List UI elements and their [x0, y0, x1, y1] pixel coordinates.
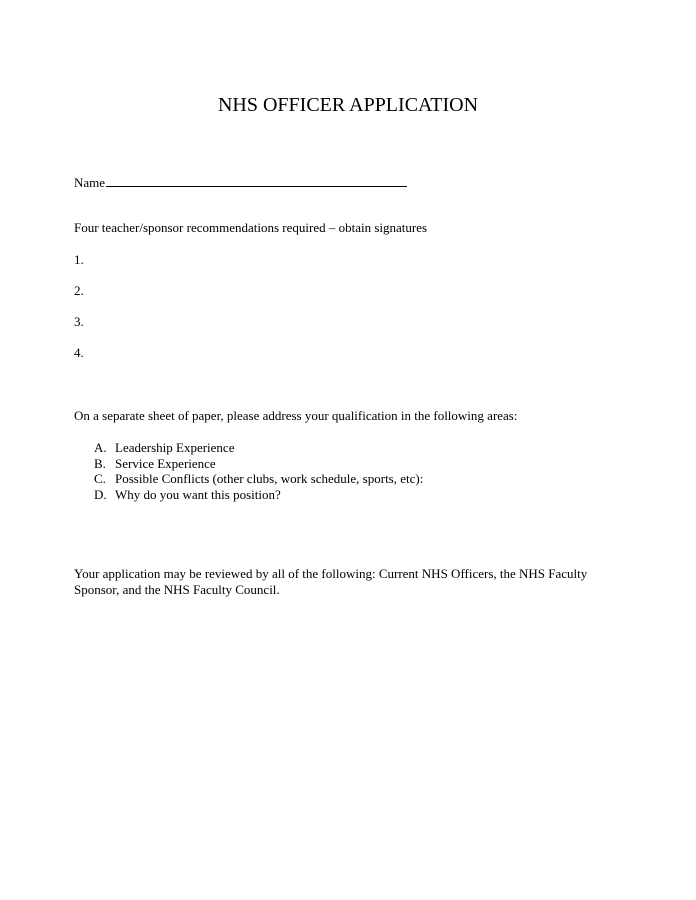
recommendation-number-2: 2.	[74, 283, 84, 298]
page-title: NHS OFFICER APPLICATION	[217, 94, 479, 116]
list-item	[94, 456, 423, 472]
recommendation-number-3: 3.	[74, 314, 84, 329]
list-item-text: Possible Conflicts (other clubs, work schedule, sports, etc):	[115, 471, 424, 486]
list-item-letter: D.	[94, 486, 107, 502]
qualification-areas-list	[94, 440, 423, 502]
recommendations-instruction: Four teacher/sponsor recommendations required – obtain signatures	[74, 220, 428, 235]
name-blank-line	[106, 173, 407, 187]
list-item	[94, 487, 423, 503]
name-field-row	[74, 173, 407, 191]
list-item-text: Service Experience	[115, 455, 216, 471]
recommendation-number-1: 1.	[74, 252, 84, 267]
list-item-letter: A.	[94, 440, 107, 455]
recommendation-number-4: 4.	[74, 345, 84, 360]
name-label: Name	[74, 175, 106, 190]
list-item-text: Why do you want this position?	[115, 486, 281, 502]
list-item-letter: C.	[94, 471, 106, 486]
separate-sheet-instruction: On a separate sheet of paper, please address your qualification in the following areas:	[74, 408, 518, 423]
list-item	[94, 471, 423, 487]
review-notice: Your application may be reviewed by all of the following: Current NHS Officers, the NHS Faculty Sponsor, and the NHS Faculty Council.	[74, 566, 588, 597]
list-item-text: Leadership Experience	[115, 440, 235, 455]
list-item-letter: B.	[94, 455, 106, 471]
list-item	[94, 440, 423, 456]
